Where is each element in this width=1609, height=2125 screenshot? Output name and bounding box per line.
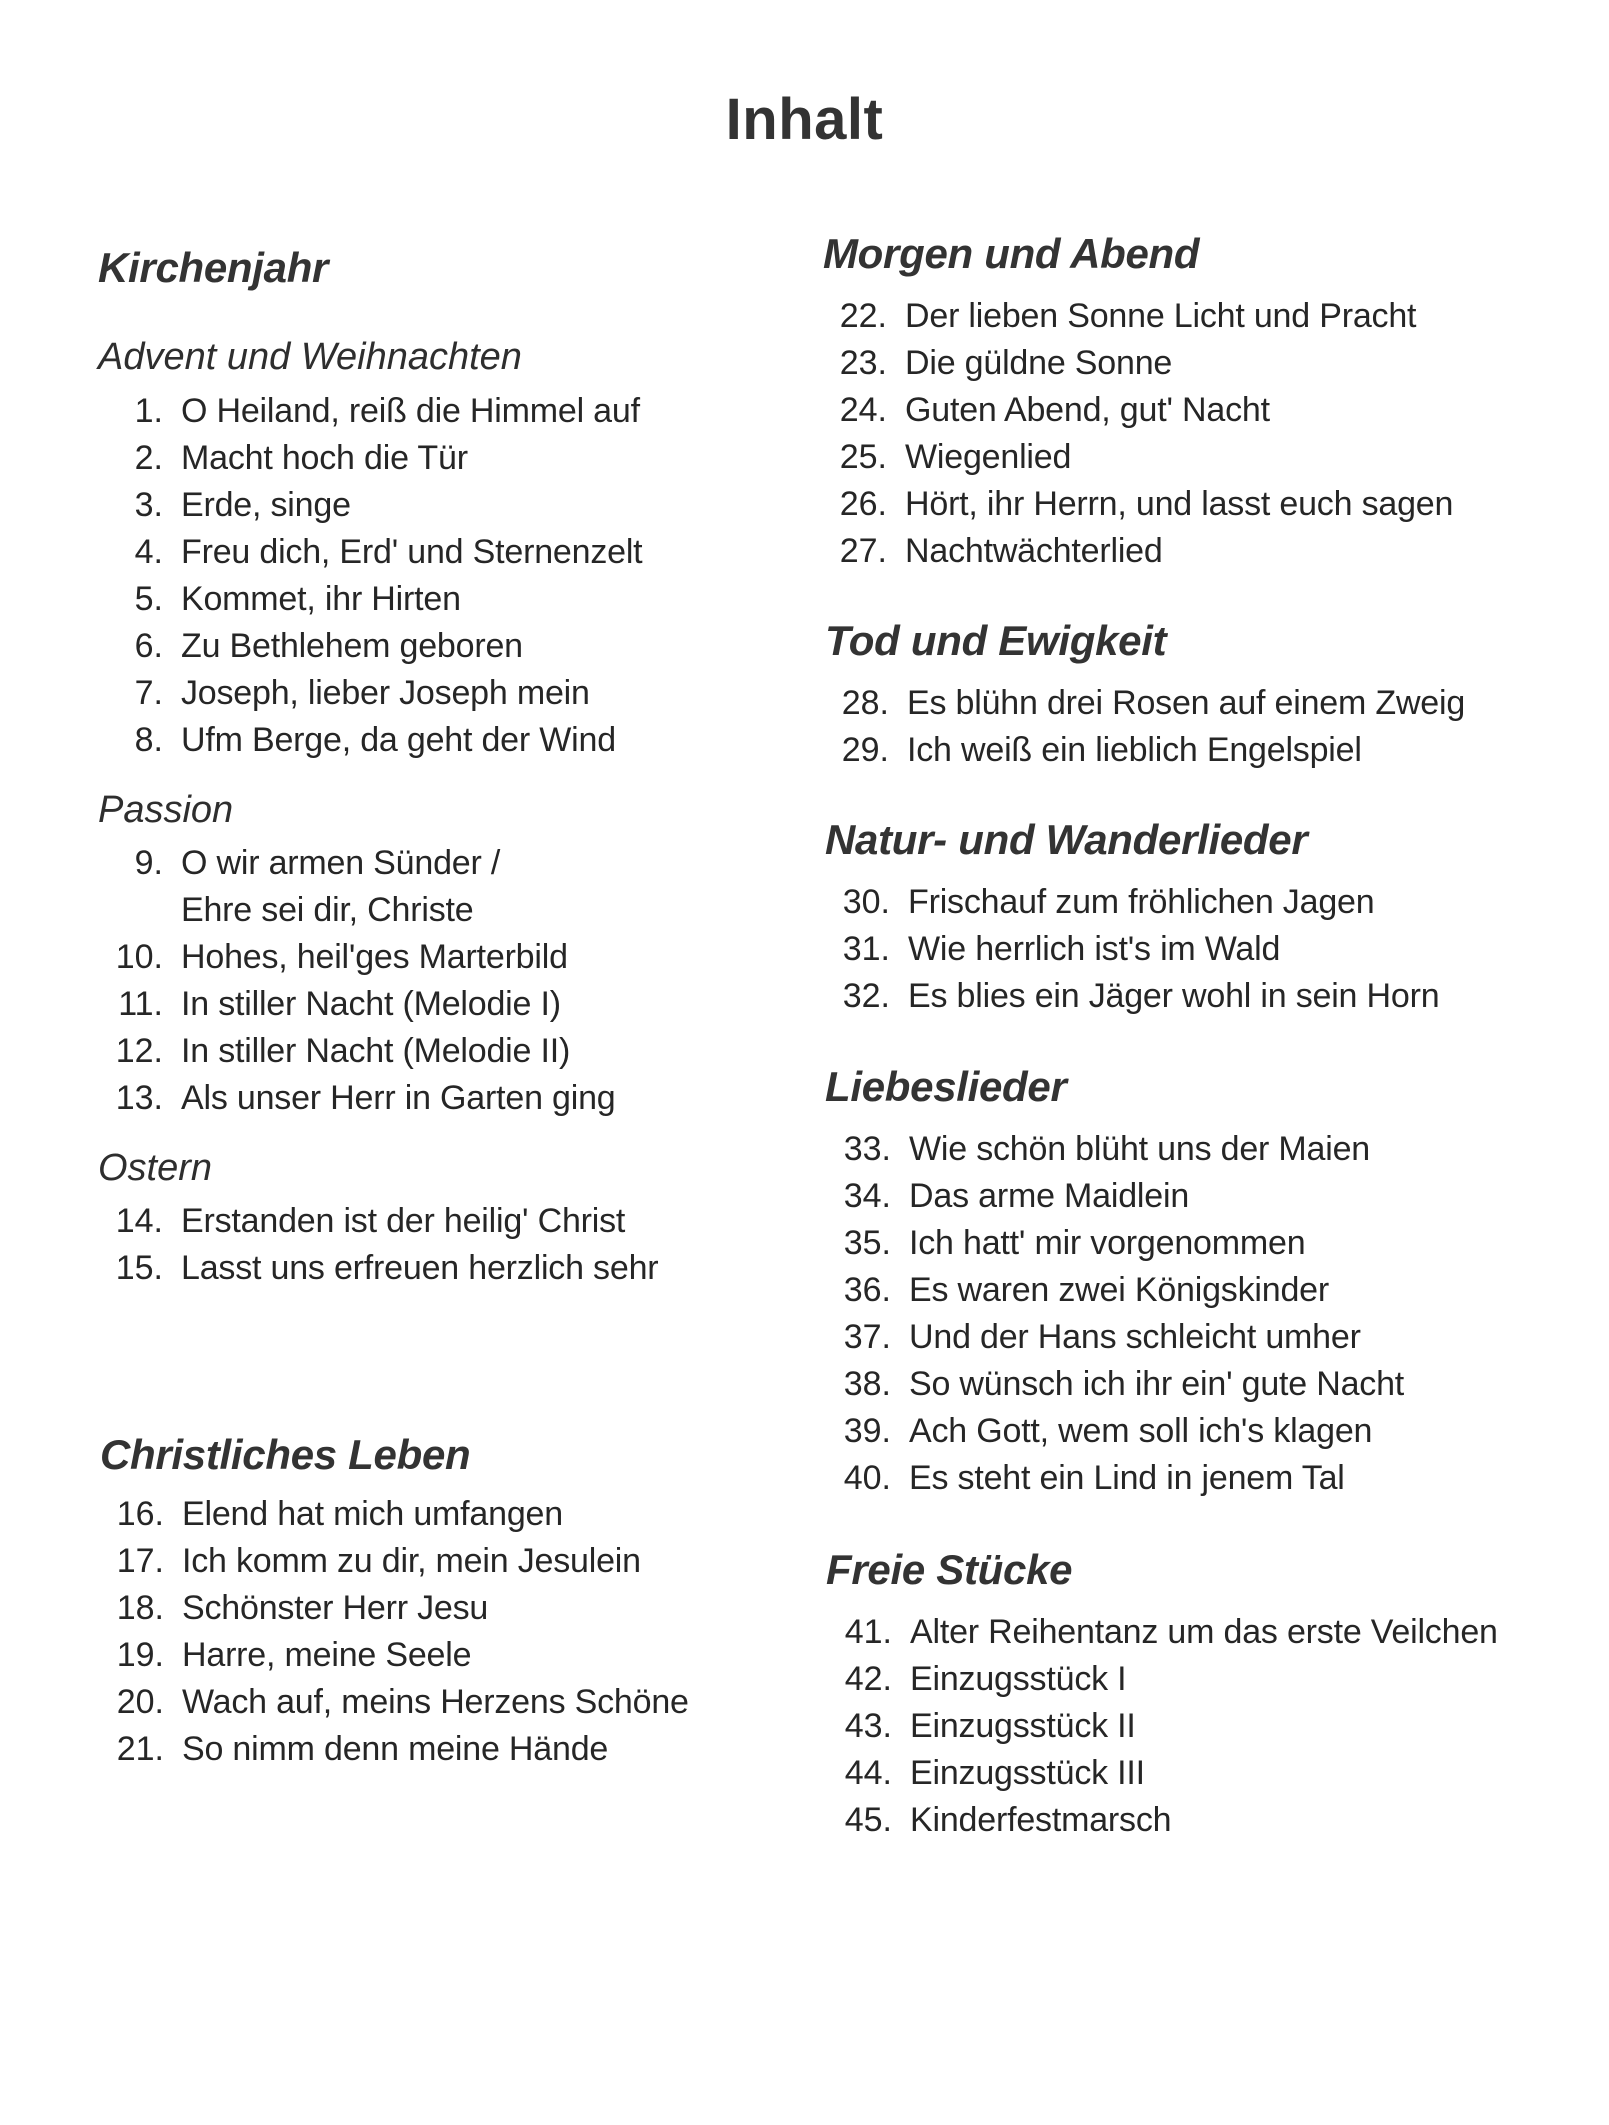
entry-number: 41. <box>844 1613 892 1651</box>
entry-title: Es blühn drei Rosen auf einem Zweig <box>907 684 1466 722</box>
entry-title: O wir armen Sünder / <box>181 844 501 882</box>
entry-title: Wach auf, meins Herzens Schöne <box>182 1683 689 1721</box>
entry-title: Ach Gott, wem soll ich's klagen <box>909 1412 1373 1450</box>
section-heading-morgen-und-abend: Morgen und Abend <box>823 230 1200 277</box>
entry-number: 27. <box>839 532 887 570</box>
toc-entry[interactable] <box>844 1706 1136 1746</box>
entry-number: 15. <box>115 1249 163 1287</box>
section-heading-kirchenjahr: Kirchenjahr <box>98 244 329 291</box>
entry-title: Und der Hans schleicht umher <box>909 1318 1361 1356</box>
entry-number: 12. <box>115 1032 163 1070</box>
entry-title: Joseph, lieber Joseph mein <box>181 674 590 712</box>
entry-title: Es steht ein Lind in jenem Tal <box>909 1459 1345 1497</box>
entry-title: Wie herrlich ist's im Wald <box>908 930 1281 968</box>
entry-title: Nachtwächterlied <box>905 532 1163 570</box>
toc-entry[interactable] <box>134 843 501 930</box>
toc-entry[interactable] <box>116 1729 609 1769</box>
toc-entry[interactable] <box>839 437 1072 477</box>
entry-number: 30. <box>842 883 890 921</box>
entry-title: Als unser Herr in Garten ging <box>181 1079 616 1117</box>
entry-number: 24. <box>839 391 887 429</box>
toc-entry[interactable] <box>843 1317 1361 1357</box>
toc-entry[interactable] <box>844 1753 1145 1793</box>
toc-entry[interactable] <box>116 1541 641 1581</box>
entry-number: 42. <box>844 1660 892 1698</box>
entry-title: Wie schön blüht uns der Maien <box>909 1130 1371 1168</box>
entry-number: 10. <box>115 938 163 976</box>
entry-number: 21. <box>116 1730 164 1768</box>
entry-number: 3. <box>134 486 163 524</box>
entry-number: 4. <box>134 533 163 571</box>
entry-number: 1. <box>134 392 163 430</box>
entry-title: Das arme Maidlein <box>909 1177 1190 1215</box>
entry-title: Ich weiß ein lieblich Engelspiel <box>907 731 1362 769</box>
entry-number: 29. <box>841 731 889 769</box>
entry-title: Ich komm zu dir, mein Jesulein <box>182 1542 641 1580</box>
entry-title: Wiegenlied <box>905 438 1072 476</box>
toc-entry[interactable] <box>843 1270 1329 1310</box>
toc-entry[interactable] <box>115 1078 616 1118</box>
toc-entry[interactable] <box>839 296 1417 336</box>
entry-number: 9. <box>134 844 163 882</box>
entry-number: 23. <box>839 344 887 382</box>
entry-title: Freu dich, Erd' und Sternenzelt <box>181 533 643 571</box>
toc-entry[interactable] <box>115 937 568 977</box>
entry-number: 22. <box>839 297 887 335</box>
toc-entry[interactable] <box>843 1364 1405 1404</box>
entry-title: So nimm denn meine Hände <box>182 1730 609 1768</box>
entry-title: Elend hat mich umfangen <box>182 1495 563 1533</box>
entry-title: O Heiland, reiß die Himmel auf <box>181 392 640 430</box>
entry-number: 38. <box>843 1365 891 1403</box>
entry-number: 39. <box>843 1412 891 1450</box>
toc-entry[interactable] <box>844 1659 1127 1699</box>
entry-title: Die güldne Sonne <box>905 344 1173 382</box>
entry-number: 8. <box>134 721 163 759</box>
entry-number: 14. <box>115 1202 163 1240</box>
entry-number: 33. <box>843 1130 891 1168</box>
toc-entry[interactable] <box>842 929 1281 969</box>
toc-entry[interactable] <box>115 1031 571 1071</box>
section-heading-freie-stuecke: Freie Stücke <box>826 1546 1073 1593</box>
entry-title: Es waren zwei Königskinder <box>909 1271 1329 1309</box>
entry-title-continuation: Ehre sei dir, Christe <box>181 891 474 929</box>
subsection-heading-advent-und-weihnachten: Advent und Weihnachten <box>98 336 522 378</box>
toc-entry[interactable] <box>134 673 590 713</box>
toc-entry[interactable] <box>839 484 1454 524</box>
section-heading-christliches-leben: Christliches Leben <box>100 1431 471 1478</box>
entry-title: Einzugsstück II <box>910 1707 1136 1745</box>
entry-title: In stiller Nacht (Melodie II) <box>181 1032 571 1070</box>
entry-title: Harre, meine Seele <box>182 1636 472 1674</box>
entry-number: 17. <box>116 1542 164 1580</box>
entry-number: 16. <box>116 1495 164 1533</box>
entry-number: 36. <box>843 1271 891 1309</box>
toc-entry[interactable] <box>116 1682 689 1722</box>
toc-entry[interactable] <box>118 984 561 1024</box>
entry-title: Einzugsstück I <box>910 1660 1127 1698</box>
toc-entry[interactable] <box>844 1612 1498 1652</box>
entry-title: Es blies ein Jäger wohl in sein Horn <box>908 977 1440 1015</box>
toc-entry[interactable] <box>841 730 1362 770</box>
toc-entry[interactable] <box>134 438 468 478</box>
entry-title: Kinderfestmarsch <box>910 1801 1172 1839</box>
toc-entry[interactable] <box>843 1129 1371 1169</box>
toc-entry[interactable] <box>116 1494 563 1534</box>
toc-entry[interactable] <box>134 626 523 666</box>
entry-number: 19. <box>116 1636 164 1674</box>
entry-title: Der lieben Sonne Licht und Pracht <box>905 297 1417 335</box>
section-heading-liebeslieder: Liebeslieder <box>825 1063 1067 1110</box>
entry-title: Macht hoch die Tür <box>181 439 468 477</box>
toc-entry[interactable] <box>843 1223 1306 1263</box>
entry-number: 40. <box>843 1459 891 1497</box>
toc-entry[interactable] <box>115 1201 626 1241</box>
toc-entry[interactable] <box>839 531 1163 571</box>
entry-title: Lasst uns erfreuen herzlich sehr <box>181 1249 659 1287</box>
toc-entry[interactable] <box>844 1800 1172 1840</box>
entry-title: Schönster Herr Jesu <box>182 1589 489 1627</box>
entry-title: Erde, singe <box>181 486 351 524</box>
entry-number: 25. <box>839 438 887 476</box>
toc-entry[interactable] <box>839 390 1270 430</box>
entry-number: 35. <box>843 1224 891 1262</box>
entry-number: 26. <box>839 485 887 523</box>
toc-entry[interactable] <box>116 1635 472 1675</box>
entry-number: 44. <box>844 1754 892 1792</box>
entry-title: Guten Abend, gut' Nacht <box>905 391 1270 429</box>
toc-entry[interactable] <box>842 882 1375 922</box>
entry-number: 45. <box>844 1801 892 1839</box>
toc-entry[interactable] <box>843 1458 1345 1498</box>
entry-number: 6. <box>134 627 163 665</box>
entry-number: 18. <box>116 1589 164 1627</box>
entry-title: Hört, ihr Herrn, und lasst euch sagen <box>905 485 1454 523</box>
toc-entry[interactable] <box>134 720 616 760</box>
entry-number: 20. <box>116 1683 164 1721</box>
toc-entry[interactable] <box>843 1176 1190 1216</box>
toc-entry[interactable] <box>134 391 640 431</box>
toc-entry[interactable] <box>115 1248 659 1288</box>
entry-title: Zu Bethlehem geboren <box>181 627 523 665</box>
toc-entry[interactable] <box>841 683 1466 723</box>
toc-entry[interactable] <box>842 976 1440 1016</box>
entry-title: Frischauf zum fröhlichen Jagen <box>908 883 1375 921</box>
entry-number: 37. <box>843 1318 891 1356</box>
toc-entry[interactable] <box>839 343 1173 383</box>
entry-title: In stiller Nacht (Melodie I) <box>181 985 561 1023</box>
entry-number: 13. <box>115 1079 163 1117</box>
entry-number: 7. <box>134 674 163 712</box>
page-title: Inhalt <box>725 87 884 152</box>
entry-title: Ufm Berge, da geht der Wind <box>181 721 616 759</box>
entry-number: 2. <box>134 439 163 477</box>
entry-title: Hohes, heil'ges Marterbild <box>181 938 568 976</box>
toc-entry[interactable] <box>134 532 643 572</box>
subsection-heading-passion: Passion <box>98 789 234 831</box>
entry-number: 32. <box>842 977 890 1015</box>
entry-title: Erstanden ist der heilig' Christ <box>181 1202 626 1240</box>
toc-entry[interactable] <box>116 1588 489 1628</box>
toc-entry[interactable] <box>843 1411 1373 1451</box>
entry-number: 5. <box>134 580 163 618</box>
toc-entry[interactable] <box>134 579 461 619</box>
entry-number: 31. <box>842 930 890 968</box>
section-heading-tod-und-ewigkeit: Tod und Ewigkeit <box>825 617 1167 664</box>
section-heading-natur-und-wanderlieder: Natur- und Wanderlieder <box>825 816 1308 863</box>
entry-number: 43. <box>844 1707 892 1745</box>
entry-title: Ich hatt' mir vorgenommen <box>909 1224 1306 1262</box>
entry-title: Einzugsstück III <box>910 1754 1145 1792</box>
entry-title: Kommet, ihr Hirten <box>181 580 461 618</box>
entry-number: 34. <box>843 1177 891 1215</box>
entry-number: 28. <box>841 684 889 722</box>
entry-title: So wünsch ich ihr ein' gute Nacht <box>909 1365 1405 1403</box>
toc-entry[interactable] <box>134 485 351 525</box>
entry-number: 11. <box>118 985 163 1023</box>
entry-title: Alter Reihentanz um das erste Veilchen <box>910 1613 1498 1651</box>
subsection-heading-ostern: Ostern <box>98 1147 213 1189</box>
